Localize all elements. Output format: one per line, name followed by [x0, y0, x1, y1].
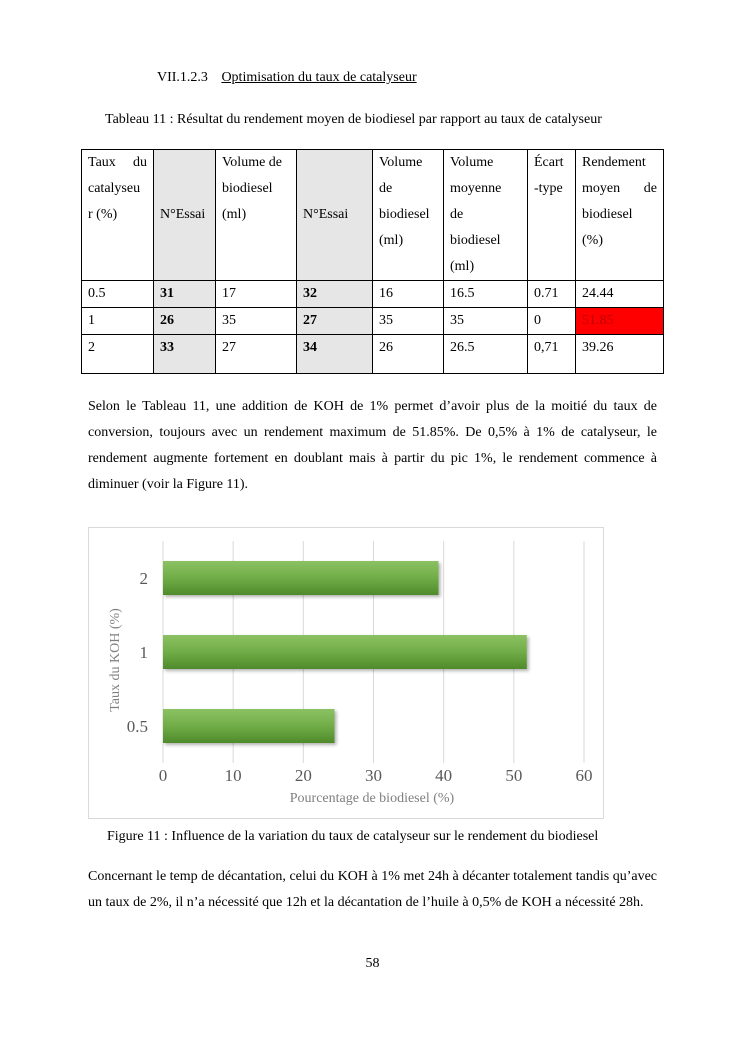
bar-chart [89, 528, 603, 818]
table-cell: 16.5 [444, 281, 528, 308]
header-cell: Écart -type [528, 150, 576, 281]
table-cell: 0.5 [82, 281, 154, 308]
table-cell: 35 [373, 308, 444, 335]
header-cell: Volume de biodiesel (ml) [216, 150, 297, 281]
chart-frame [88, 527, 604, 819]
table-cell: 32 [297, 281, 373, 308]
header-cell: N°Essai [154, 150, 216, 281]
table-row [82, 281, 664, 308]
bar-1 [163, 635, 527, 669]
table-cell: 24.44 [576, 281, 664, 308]
table-cell: 26.5 [444, 335, 528, 374]
page-number: 58 [365, 956, 380, 971]
table-cell: 0,71 [528, 335, 576, 374]
results-table [81, 149, 664, 374]
table-cell: 39.26 [576, 335, 664, 374]
x-tick-label: 0 [158, 766, 168, 785]
table-row [82, 335, 664, 374]
x-tick-label: 20 [294, 766, 312, 785]
x-tick-label: 50 [505, 766, 523, 785]
paragraph-decantation: Concernant le temp de décantation, celui du KOH à 1% met 24h à décanter totalement tandis qu’avec un taux de 2%, il n’a nécessité que 12h et la décantation de l’huile à 0,5% de KOH a nécessité 28h. [88, 869, 657, 910]
table-cell: 17 [216, 281, 297, 308]
table-cell: 1 [82, 308, 154, 335]
header-cell: N°Essai [297, 150, 373, 281]
x-tick-label: 30 [365, 766, 382, 785]
section-heading [157, 70, 417, 86]
table-cell: 26 [373, 335, 444, 374]
x-axis-label: Pourcentage de biodiesel (%) [289, 791, 455, 806]
table-caption: Tableau 11 : Résultat du rendement moyen de biodiesel par rapport au taux de catalyseur [105, 112, 602, 127]
header-cell: Volume de biodiesel (ml) [373, 150, 444, 281]
table-cell: 31 [154, 281, 216, 308]
table-cell: 33 [154, 335, 216, 374]
table-cell: 35 [444, 308, 528, 335]
table-cell: 26 [154, 308, 216, 335]
table-row [82, 308, 664, 335]
paragraph-analysis: Selon le Tableau 11, une addition de KOH de 1% permet d’avoir plus de la moitié du taux de conversion, toujours avec un rendement maximum de 51.85%. De 0,5% à 1% de catalyseur, le rendement augmente fortement en doublant mais à partir du pic 1%, le rendement commence à diminuer (voir la Figure 11). [88, 399, 657, 492]
y-axis-label: Taux du KOH (%) [108, 608, 123, 712]
bar-0.5 [163, 709, 334, 743]
table-header-row [82, 150, 664, 281]
table-cell: 0 [528, 308, 576, 335]
table-cell: 27 [216, 335, 297, 374]
header-cell: Volume moyenne de biodiesel (ml) [444, 150, 528, 281]
table-cell: 34 [297, 335, 373, 374]
x-tick-label: 60 [575, 766, 593, 785]
table-cell: 16 [373, 281, 444, 308]
header-cell: Rendement moyen de biodiesel (%) [576, 150, 664, 281]
x-tick-label: 10 [224, 766, 242, 785]
section-title: Optimisation du taux de catalyseur [221, 70, 417, 85]
y-category-label: 1 [139, 643, 148, 662]
highlighted-yield-cell: 51.85 [576, 308, 664, 335]
y-category-label: 0.5 [126, 717, 148, 736]
table-cell: 27 [297, 308, 373, 335]
x-tick-label: 40 [435, 766, 453, 785]
y-category-label: 2 [139, 569, 148, 588]
figure-caption: Figure 11 : Influence de la variation du taux de catalyseur sur le rendement du biodiesel [107, 829, 599, 844]
table-cell: 0.71 [528, 281, 576, 308]
section-number: VII.1.2.3 [157, 70, 208, 85]
table-cell: 2 [82, 335, 154, 374]
header-cell: Taux du catalyseu r (%) [82, 150, 154, 281]
table-cell: 35 [216, 308, 297, 335]
bar-2 [163, 561, 438, 595]
